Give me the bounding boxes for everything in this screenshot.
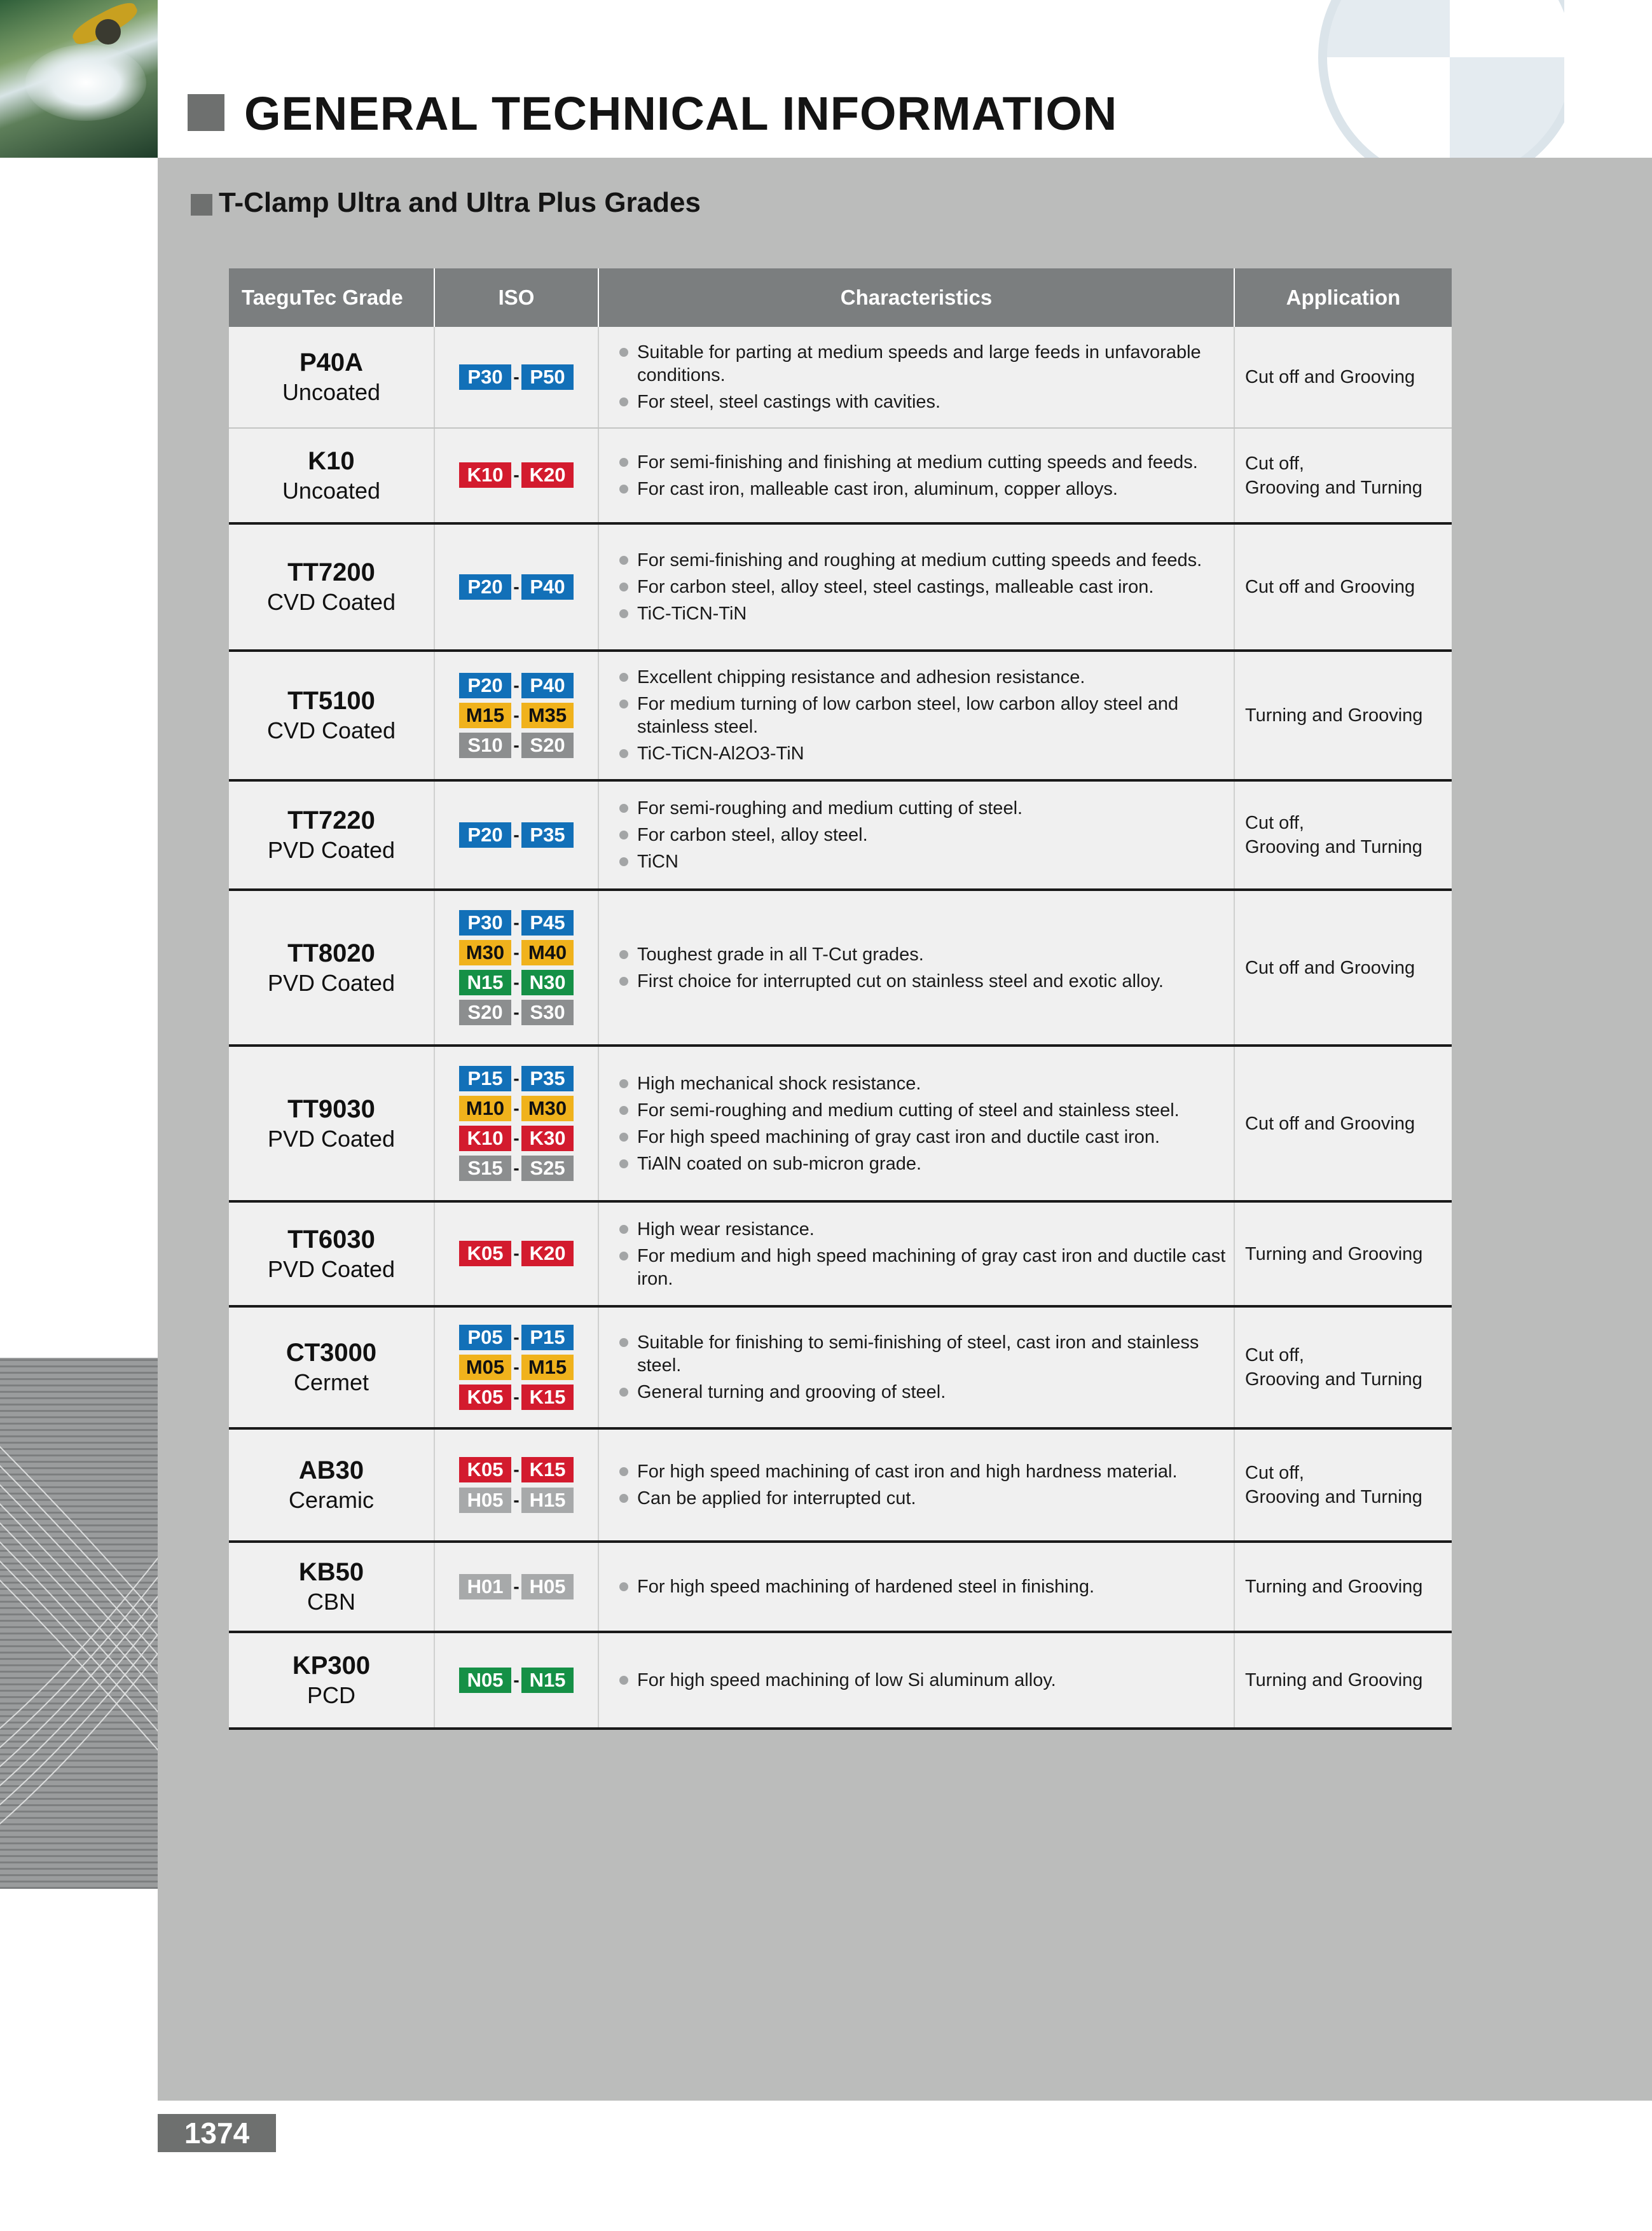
iso-cell [434,523,598,651]
bullet-icon [619,1252,628,1261]
grade-name: TT5100 [287,687,375,715]
characteristic-text: For high speed machining of hardened steel in finishing. [637,1577,1095,1597]
characteristic-text: For high speed machining of gray cast iron and ductile cast iron. [637,1126,1160,1147]
characteristic-text: For high speed machining of cast iron and high hardness material. [637,1461,1178,1482]
application-text: Grooving and Turning [1245,837,1422,857]
iso-range [435,1668,598,1693]
iso-badge-from: S20 [459,1000,511,1025]
iso-badge-to: S30 [521,1000,574,1025]
characteristic-item [618,666,1227,689]
iso-range-dash: - [513,1460,520,1480]
bullet-icon [619,977,628,986]
grade-type: PVD Coated [267,837,396,863]
characteristic-item [618,797,1227,820]
grade-cell [229,1428,434,1542]
iso-range-dash: - [513,824,520,845]
grade-name: TT8020 [287,939,375,967]
characteristic-item [618,850,1227,873]
application-cell [1234,1542,1452,1632]
iso-badge-from: S10 [459,733,511,758]
bullet-icon [619,1106,628,1115]
characteristic-item [618,824,1227,846]
iso-badge-to: K20 [521,1241,574,1266]
iso-badge-to: P15 [521,1325,574,1350]
iso-badge-from: M05 [459,1355,511,1380]
iso-badge-from: H01 [459,1574,511,1599]
iso-badge-to: M15 [521,1355,574,1380]
characteristic-text: High mechanical shock resistance. [637,1073,921,1094]
iso-badge-from: P20 [459,673,511,698]
bullet-icon [619,1338,628,1347]
characteristics-cell [598,1428,1234,1542]
application-cell [1234,1201,1452,1306]
iso-badge-from: N15 [459,970,511,995]
page-title: GENERAL TECHNICAL INFORMATION [244,87,1118,140]
iso-range [435,970,598,995]
application-text: Turning and Grooving [1245,1577,1423,1597]
iso-range-dash: - [513,972,520,992]
application-cell [1234,428,1452,523]
characteristics-cell [598,890,1234,1046]
iso-badge-from: K05 [459,1385,511,1410]
application-text: Cut off and Grooving [1245,957,1415,978]
table-row [229,1201,1452,1306]
characteristic-text: For carbon steel, alloy steel. [637,825,868,845]
iso-range [435,574,598,600]
characteristic-item [618,1575,1227,1598]
iso-range [435,364,598,390]
characteristic-item [618,390,1227,413]
grade-cell [229,523,434,651]
iso-range-dash: - [513,366,520,387]
bullet-icon [619,485,628,494]
iso-range-dash: - [513,1128,520,1148]
iso-range [435,1156,598,1181]
iso-cell [434,1542,598,1632]
grade-name: CT3000 [286,1339,377,1367]
application-text: Cut off, [1245,1345,1304,1365]
iso-cell [434,327,598,428]
title-square-icon [188,94,224,131]
iso-range-dash: - [513,576,520,597]
application-text: Turning and Grooving [1245,1670,1423,1690]
page-number: 1374 [184,2117,250,2150]
characteristic-text: For semi-finishing and finishing at medium cutting speeds and feeds. [637,452,1198,473]
characteristic-item [618,1072,1227,1095]
iso-range-dash: - [513,1243,520,1264]
table-row [229,780,1452,890]
application-text: Grooving and Turning [1245,1369,1422,1390]
iso-range-dash: - [513,735,520,756]
characteristic-item [618,693,1227,738]
grade-type: CVD Coated [266,717,396,743]
bullet-icon [619,831,628,839]
iso-badge-to: P40 [521,574,574,600]
column-header-grade: TaeguTec Grade [229,268,434,327]
characteristic-text: TiAlN coated on sub-micron grade. [637,1153,922,1174]
characteristic-item [618,742,1227,765]
grade-cell [229,1046,434,1201]
bullet-icon [619,700,628,708]
characteristic-text: For medium turning of low carbon steel, low carbon alloy steel and stainless steel. [637,694,1179,737]
iso-range [435,1385,598,1410]
grade-name: KB50 [298,1558,364,1586]
iso-badge-from: P05 [459,1325,511,1350]
iso-range [435,1066,598,1091]
iso-range-dash: - [513,675,520,695]
characteristic-text: Suitable for finishing to semi-finishing of steel, cast iron and stainless steel. [637,1332,1199,1376]
bullet-icon [619,749,628,758]
iso-range-dash: - [513,1489,520,1510]
application-cell [1234,780,1452,890]
application-cell [1234,890,1452,1046]
grade-name: TT9030 [287,1095,375,1123]
bullet-icon [619,1079,628,1088]
characteristic-item [618,576,1227,598]
application-text: Cut off and Grooving [1245,1113,1415,1134]
iso-range [435,1457,598,1482]
iso-range-dash: - [513,1576,520,1596]
characteristic-text: TiC-TiCN-Al2O3-TiN [637,743,804,764]
characteristic-text: For cast iron, malleable cast iron, aluminum, copper alloys. [637,478,1118,499]
iso-range [435,1241,598,1266]
iso-badge-to: M35 [521,703,574,728]
grade-type: Cermet [293,1369,369,1395]
table-row [229,327,1452,428]
bullet-icon [619,1467,628,1476]
characteristics-cell [598,1201,1234,1306]
iso-cell [434,890,598,1046]
iso-cell [434,1428,598,1542]
characteristics-cell [598,523,1234,651]
iso-range [435,1574,598,1599]
iso-range-dash: - [513,1669,520,1690]
iso-cell [434,1632,598,1729]
iso-badge-to: P45 [521,910,574,936]
characteristic-item [618,1487,1227,1510]
bullet-icon [619,1582,628,1591]
iso-cell [434,1306,598,1428]
iso-badge-to: P35 [521,822,574,848]
header-photo-kayak [0,0,158,158]
grade-cell [229,1632,434,1729]
iso-badge-from: M15 [459,703,511,728]
grade-type: PCD [306,1682,355,1708]
characteristic-text: Suitable for parting at medium speeds and large feeds in unfavorable conditions. [637,342,1201,385]
iso-badge-from: K10 [459,1126,511,1151]
characteristic-text: For high speed machining of low Si aluminum alloy. [637,1670,1056,1690]
bullet-icon [619,857,628,866]
iso-cell [434,1201,598,1306]
iso-cell [434,780,598,890]
iso-badge-from: P20 [459,574,511,600]
application-text: Turning and Grooving [1245,1243,1423,1264]
characteristic-item [618,1152,1227,1175]
bullet-icon [619,1133,628,1142]
bullet-icon [619,950,628,959]
iso-badge-to: K15 [521,1457,574,1482]
grade-name: TT7200 [287,558,375,586]
bullet-icon [619,583,628,591]
iso-badge-from: P30 [459,910,511,936]
iso-badge-from: K05 [459,1457,511,1482]
grade-type: CBN [306,1589,355,1615]
decorative-circle-logo [1297,0,1564,158]
characteristic-item [618,1460,1227,1483]
grade-cell [229,1306,434,1428]
characteristic-item [618,1126,1227,1149]
iso-badge-to: M30 [521,1096,574,1121]
bullet-icon [619,1159,628,1168]
iso-badge-to: P40 [521,673,574,698]
iso-cell [434,428,598,523]
characteristic-text: TiCN [637,852,678,872]
table-row [229,1632,1452,1729]
characteristic-item [618,1331,1227,1377]
grade-cell [229,428,434,523]
iso-range-dash: - [513,942,520,962]
application-cell [1234,1632,1452,1729]
bullet-icon [619,673,628,682]
application-text: Cut off, [1245,453,1304,474]
bullet-icon [619,556,628,565]
iso-badge-from: N05 [459,1668,511,1693]
characteristic-text: For medium and high speed machining of gray cast iron and ductile cast iron. [637,1245,1226,1289]
table-row [229,428,1452,523]
application-cell [1234,523,1452,651]
iso-range [435,1355,598,1380]
application-text: Cut off and Grooving [1245,577,1415,597]
grades-table [229,268,1452,1730]
iso-badge-to: S20 [521,733,574,758]
characteristic-item [618,341,1227,387]
characteristic-item [618,970,1227,993]
iso-range [435,673,598,698]
application-text: Cut off, [1245,813,1304,833]
grade-type: PVD Coated [267,1125,396,1152]
iso-range [435,822,598,848]
iso-cell [434,1046,598,1201]
bullet-icon [619,458,628,467]
column-header-application: Application [1234,268,1452,327]
characteristics-cell [598,1542,1234,1632]
iso-badge-from: P30 [459,364,511,390]
table-row [229,1306,1452,1428]
iso-range [435,733,598,758]
grade-cell [229,1201,434,1306]
characteristics-cell [598,1046,1234,1201]
grade-type: Uncoated [282,379,381,405]
characteristic-text: Toughest grade in all T-Cut grades. [637,944,924,965]
grade-type: PVD Coated [267,969,396,996]
characteristic-text: Can be applied for interrupted cut. [637,1488,916,1509]
table-row [229,1046,1452,1201]
table-header-row [229,268,1452,327]
iso-range [435,1126,598,1151]
characteristic-text: For steel, steel castings with cavities. [637,392,941,412]
iso-range-dash: - [513,1068,520,1088]
grade-cell [229,890,434,1046]
bullet-icon [619,1676,628,1685]
characteristics-cell [598,1632,1234,1729]
iso-badge-to: K15 [521,1385,574,1410]
iso-badge-to: H05 [521,1574,574,1599]
iso-badge-from: H05 [459,1488,511,1513]
column-header-iso: ISO [434,268,598,327]
iso-badge-to: M40 [521,940,574,965]
grade-name: P40A [299,349,364,376]
table-row [229,651,1452,780]
iso-range [435,462,598,488]
grade-cell [229,651,434,780]
iso-badge-from: K10 [459,462,511,488]
iso-range [435,910,598,936]
characteristic-item [618,478,1227,501]
iso-badge-to: S25 [521,1156,574,1181]
characteristic-text: For carbon steel, alloy steel, steel castings, malleable cast iron. [637,577,1154,597]
characteristics-cell [598,327,1234,428]
grade-name: KP300 [292,1652,371,1680]
characteristic-item [618,943,1227,966]
iso-range-dash: - [513,465,520,485]
iso-badge-from: S15 [459,1156,511,1181]
application-text: Grooving and Turning [1245,477,1422,498]
grade-name: K10 [308,446,355,475]
iso-badge-to: K20 [521,462,574,488]
characteristic-item [618,451,1227,474]
characteristic-item [618,1245,1227,1290]
table-row [229,890,1452,1046]
characteristic-item [618,1218,1227,1241]
characteristic-item [618,1669,1227,1692]
grade-cell [229,780,434,890]
iso-range-dash: - [513,1098,520,1118]
grade-cell [229,1542,434,1632]
bullet-icon [619,1225,628,1234]
characteristic-text: General turning and grooving of steel. [637,1382,946,1402]
grade-type: Ceramic [288,1487,374,1513]
iso-badge-to: P35 [521,1066,574,1091]
bullet-icon [619,397,628,406]
application-cell [1234,1046,1452,1201]
application-text: Cut off, [1245,1463,1304,1483]
iso-badge-to: N15 [521,1668,574,1693]
characteristics-cell [598,651,1234,780]
bullet-icon [619,1388,628,1397]
iso-badge-to: K30 [521,1126,574,1151]
iso-cell [434,651,598,780]
bullet-icon [619,1494,628,1503]
characteristics-cell [598,428,1234,523]
iso-range [435,703,598,728]
grade-name: AB30 [298,1456,364,1484]
iso-range [435,1096,598,1121]
section-square-icon [191,194,212,216]
characteristic-text: TiC-TiCN-TiN [637,604,747,624]
characteristic-text: For semi-roughing and medium cutting of steel. [637,798,1023,818]
column-header-characteristics: Characteristics [598,268,1234,327]
iso-range-dash: - [513,912,520,932]
grade-type: PVD Coated [267,1255,396,1282]
iso-range-dash: - [513,1158,520,1178]
decorative-wave-pattern [0,1358,158,1889]
grade-name: TT7220 [287,806,375,834]
iso-range-dash: - [513,1002,520,1023]
application-text: Turning and Grooving [1245,705,1423,726]
iso-range [435,940,598,965]
characteristic-text: For semi-roughing and medium cutting of steel and stainless steel. [637,1100,1180,1121]
iso-badge-from: K05 [459,1241,511,1266]
grade-type: CVD Coated [266,589,396,615]
grade-type: Uncoated [282,477,381,504]
iso-badge-to: P50 [521,364,574,390]
characteristics-cell [598,1306,1234,1428]
bullet-icon [619,804,628,813]
characteristic-item [618,602,1227,625]
characteristic-text: Excellent chipping resistance and adhesion resistance. [637,667,1085,687]
iso-badge-from: M30 [459,940,511,965]
bullet-icon [619,348,628,357]
characteristic-item [618,549,1227,572]
grade-name: TT6030 [287,1225,375,1254]
characteristic-text: For semi-finishing and roughing at medium cutting speeds and feeds. [637,550,1202,570]
application-text: Grooving and Turning [1245,1487,1422,1507]
characteristic-item [618,1381,1227,1404]
iso-range [435,1488,598,1513]
iso-badge-to: N30 [521,970,574,995]
iso-range [435,1000,598,1025]
application-cell [1234,1428,1452,1542]
iso-badge-from: M10 [459,1096,511,1121]
grade-cell [229,327,434,428]
iso-range [435,1325,598,1350]
iso-badge-from: P15 [459,1066,511,1091]
table-row [229,1542,1452,1632]
application-text: Cut off and Grooving [1245,367,1415,387]
iso-badge-to: H15 [521,1488,574,1513]
characteristic-item [618,1099,1227,1122]
application-cell [1234,327,1452,428]
table-row [229,1428,1452,1542]
characteristic-text: First choice for interrupted cut on stainless steel and exotic alloy. [637,970,1164,991]
iso-range-dash: - [513,1387,520,1407]
application-cell [1234,1306,1452,1428]
characteristics-cell [598,780,1234,890]
table-row [229,523,1452,651]
bullet-icon [619,609,628,618]
characteristic-text: High wear resistance. [637,1219,815,1240]
iso-badge-from: P20 [459,822,511,848]
application-cell [1234,651,1452,780]
section-title: T-Clamp Ultra and Ultra Plus Grades [219,187,701,218]
iso-range-dash: - [513,1357,520,1377]
iso-range-dash: - [513,705,520,725]
iso-range-dash: - [513,1327,520,1347]
